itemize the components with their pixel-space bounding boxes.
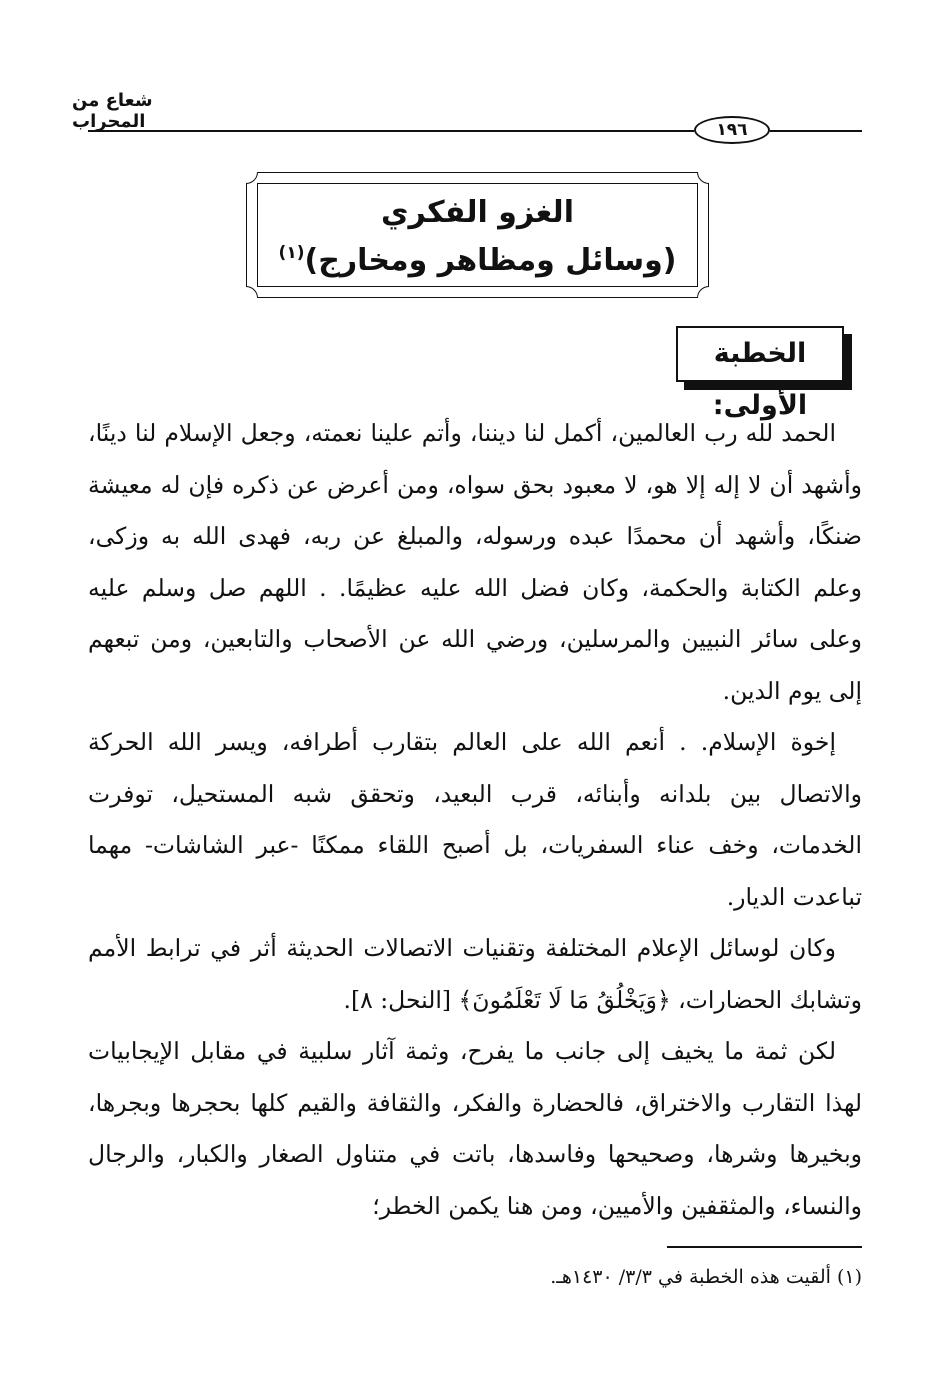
sermon-title: الغزو الفكري: [381, 195, 574, 230]
footnote-reference: (١): [278, 243, 305, 263]
header-rule-right: [770, 130, 862, 132]
footnote: (١) ألقيت هذه الخطبة في ٣/٣/ ١٤٣٠هـ.: [550, 1266, 862, 1288]
sermon-subtitle: [247, 243, 708, 278]
footnote-separator: [667, 1246, 862, 1248]
frame-corner-ornament: [697, 172, 709, 184]
body-text: [88, 408, 862, 1232]
paragraph: الحمد لله رب العالمين، أكمل لنا ديننا، وأتم علينا نعمته، وجعل الإسلام لنا دينًا، وأشهد أن لا إله إلا هو، لا معبود بحق سواه، ومن أعرض عن ذكره فإن له معيشة ضنكًا، وأشهد أن محمدًا عبده ورسوله، والمبلغ عن ربه، فهدى الله به وزكى، وعلم الكتابة والحكمة، وكان فضل الله عليه عظيمًا. . اللهم صل وسلم عليه وعلى سائر النبيين والمرسلين، ورضي الله عن الأصحاب والتابعين، ومن تبعهم إلى يوم الدين.: [88, 419, 862, 705]
frame-corner-ornament: [697, 286, 709, 298]
running-title: شعاع من المحراب: [72, 90, 153, 132]
sermon-subtitle-text: (وسائل ومظاهر ومخارج): [304, 243, 677, 278]
title-frame: [246, 172, 709, 298]
section-heading: الخطبة الأولى:: [676, 326, 844, 382]
paragraph: وكان لوسائل الإعلام المختلفة وتقنيات الاتصالات الحديثة أثر في ترابط الأمم وتشابك الحضارات، ﴿وَيَخْلُقُ مَا لَا تَعْلَمُونَ﴾ [النحل: ٨].: [88, 934, 862, 1014]
paragraph: لكن ثمة ما يخيف إلى جانب ما يفرح، وثمة آثار سلبية في مقابل الإيجابيات لهذا التقارب والاختراق، فالحضارة والفكر، والثقافة والقيم كلها بحجرها وبجرها، وبخيرها وشرها، وصحيحها وفاسدها، باتت في متناول الصغار والكبار، والرجال والنساء، والمثقفين والأميين، ومن هنا يكمن الخطر؛: [88, 1037, 862, 1220]
paragraph: إخوة الإسلام. . أنعم الله على العالم بتقارب أطرافه، ويسر الله الحركة والاتصال بين بلدانه وأبنائه، قرب البعيد، وتحقق شبه المستحيل، توفرت الخدمات، وخف عناء السفريات، بل أصبح اللقاء ممكنًا -عبر الشاشات- مهما تباعدت الديار.: [88, 728, 862, 911]
section-heading-box: [676, 326, 856, 421]
frame-corner-ornament: [246, 286, 258, 298]
header-rule-left: [88, 130, 694, 132]
page-number: ١٩٦: [694, 116, 770, 144]
